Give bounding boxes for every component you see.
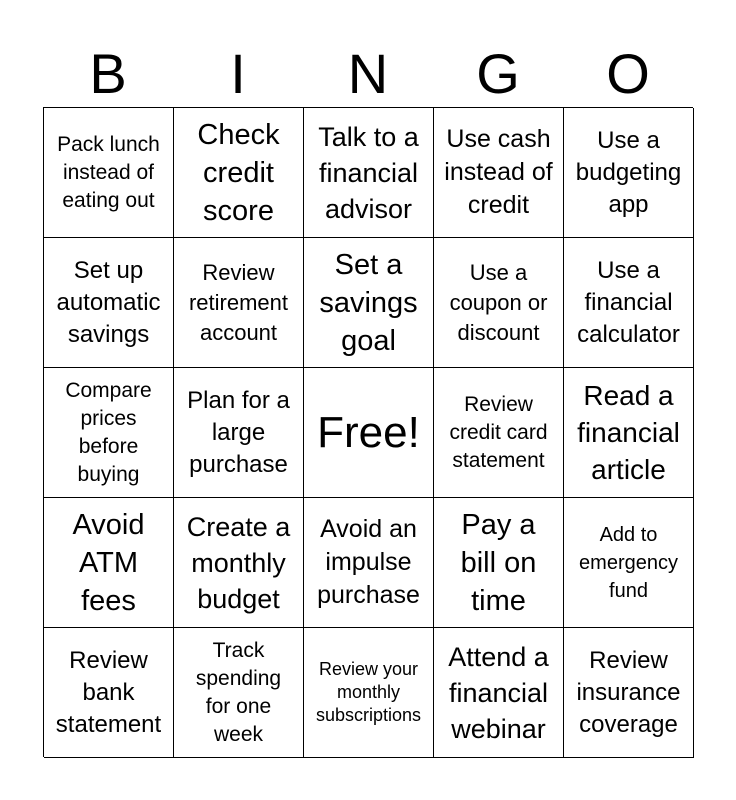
bingo-header [43, 40, 693, 108]
cell-text: Talk to a financial advisor [318, 121, 419, 224]
bingo-cell [564, 238, 694, 368]
bingo-cell [174, 628, 304, 758]
cell-text: Attend a financial webinar [448, 641, 549, 744]
cell-text: Pack lunch instead of eating out [57, 132, 160, 212]
free-space-label: Free! [317, 407, 420, 457]
cell-text: Plan for a large purchase [187, 386, 290, 478]
bingo-cell [44, 368, 174, 498]
cell-text: Review insurance coverage [576, 646, 681, 738]
header-letter-g: G [476, 42, 520, 105]
bingo-cell [44, 498, 174, 628]
bingo-cell [564, 108, 694, 238]
bingo-cell [434, 628, 564, 758]
header-letter-i: I [230, 42, 246, 105]
cell-text: Avoid an impulse purchase [317, 515, 420, 609]
header-letter-o: O [606, 42, 650, 105]
header-letter-n: N [347, 42, 389, 105]
cell-text: Use a coupon or discount [449, 259, 548, 345]
cell-text: Use a financial calculator [577, 256, 680, 348]
bingo-cell [304, 108, 434, 238]
bingo-cell [44, 628, 174, 758]
bingo-cell [44, 238, 174, 368]
cell-text: Pay a bill on time [460, 508, 537, 617]
bingo-cell [434, 498, 564, 628]
bingo-cell [304, 238, 434, 368]
bingo-grid [43, 107, 693, 757]
bingo-cell [564, 368, 694, 498]
bingo-cell [174, 238, 304, 368]
bingo-cell [304, 628, 434, 758]
bingo-cell [564, 498, 694, 628]
free-space [304, 368, 434, 498]
bingo-cell [434, 108, 564, 238]
bingo-cell [304, 498, 434, 628]
cell-text: Review credit card statement [449, 392, 548, 472]
cell-text: Read a financial article [577, 380, 680, 485]
cell-text: Add to emergency fund [579, 523, 678, 602]
bingo-cell [564, 628, 694, 758]
cell-text: Check credit score [197, 118, 280, 227]
cell-text: Set up automatic savings [56, 256, 161, 348]
bingo-cell [174, 368, 304, 498]
cell-text: Use a budgeting app [575, 126, 682, 218]
bingo-cell [434, 238, 564, 368]
cell-text: Compare prices before buying [65, 378, 152, 486]
cell-text: Review your monthly subscriptions [315, 659, 422, 725]
header-letter-b: B [89, 42, 127, 105]
cell-text: Avoid ATM fees [72, 508, 145, 617]
cell-text: Set a savings goal [319, 248, 418, 357]
bingo-cell [174, 498, 304, 628]
cell-text: Review bank statement [55, 646, 162, 738]
cell-text: Use cash instead of credit [444, 125, 553, 219]
cell-text: Track spending for one week [195, 638, 282, 746]
bingo-cell [44, 108, 174, 238]
cell-text: Create a monthly budget [186, 511, 291, 614]
cell-text: Review retirement account [188, 259, 289, 345]
bingo-cell [174, 108, 304, 238]
bingo-cell [434, 368, 564, 498]
